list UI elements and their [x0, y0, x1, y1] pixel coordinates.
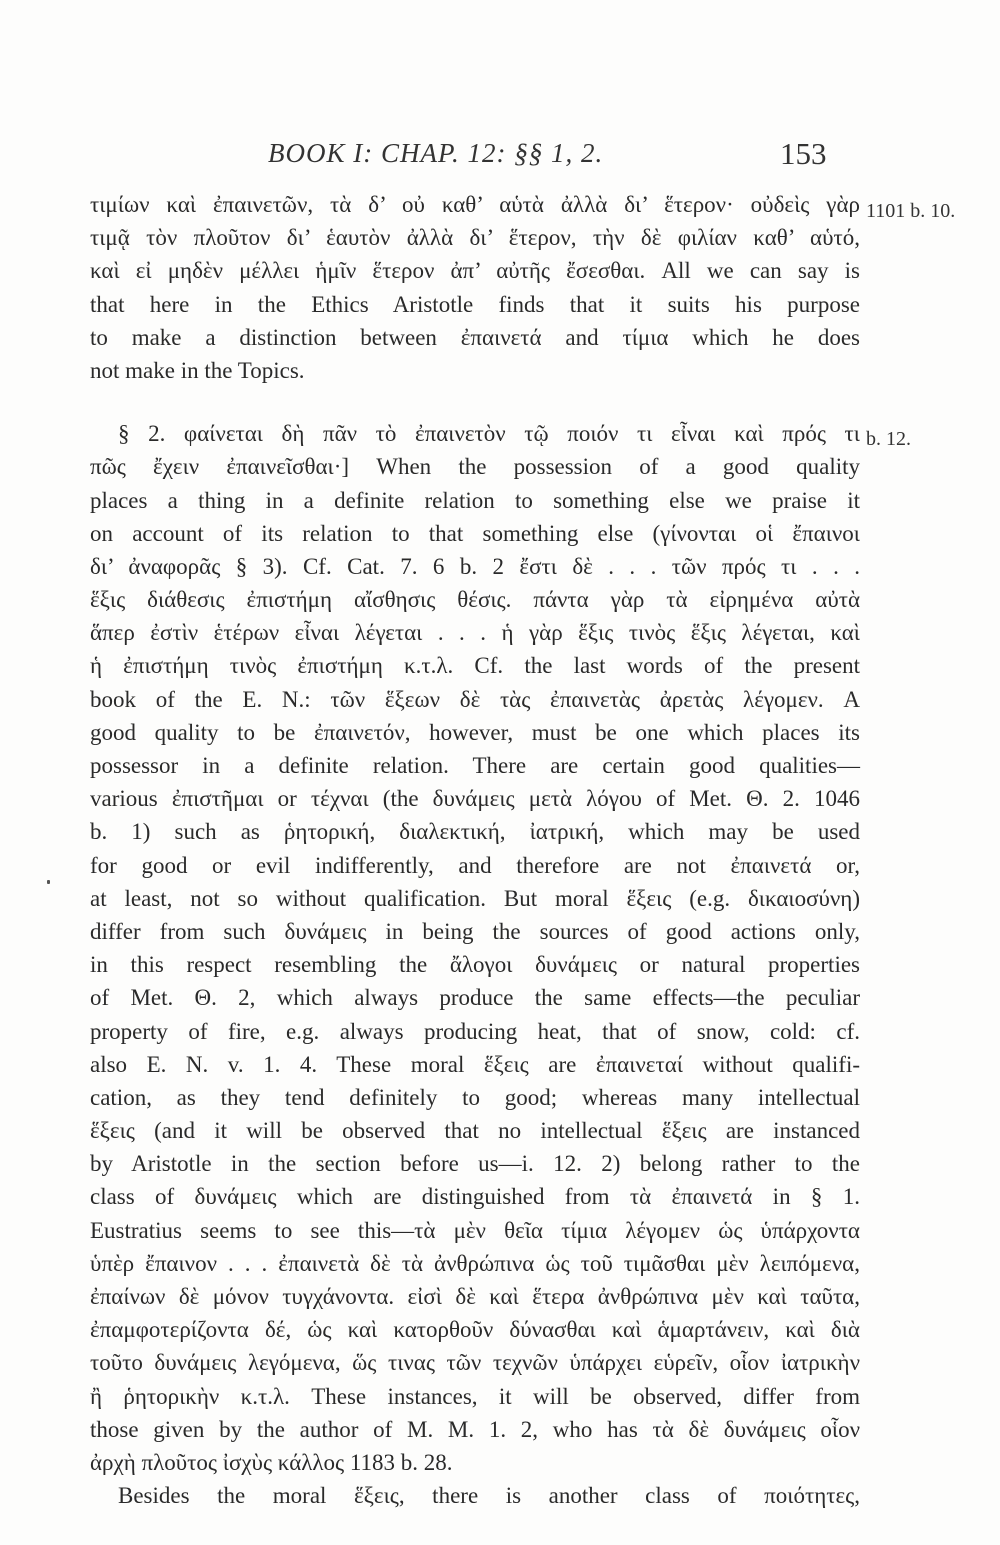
- text-line: on account of its relation to that something else (γίνονται οἱ ἔπαινοι: [90, 520, 860, 546]
- text-line: b. 1) such as ῥητορική, διαλεκτική, ἰατρική, which may be used: [90, 819, 860, 845]
- text-line: ἐπαίνων δὲ μόνον τυγχάνοντα. εἰσὶ δὲ καὶ ἕτερα ἀνθρώπινα μὲν καὶ ταῦτα,: [90, 1284, 860, 1309]
- text-line: also E. N. v. 1. 4. These moral ἕξεις are ἐπαινεταί without qualifi-: [90, 1051, 860, 1077]
- text-line: differ from such δυνάμεις in being the sources of good actions only,: [90, 918, 860, 944]
- margin-reference-b12: b. 12.: [866, 428, 911, 450]
- page-number: 153: [780, 136, 827, 171]
- text-line: to make a distinction between ἐπαινετά and τίμια which he does: [90, 324, 860, 350]
- text-line: καὶ εἰ μηδὲν μέλλει ἡμῖν ἕτερον ἀπ’ αὐτῆς ἔσεσθαι. All we can say is: [90, 258, 860, 284]
- paragraph-start-line: Besides the moral ἕξεις, there is another class of ποιότητες,: [118, 1483, 860, 1509]
- text-line: τιμᾷ τὸν πλοῦτον δι’ ἑαυτὸν ἀλλὰ δι’ ἕτερον, τὴν δὲ φιλίαν καθ’ αὑτό,: [90, 225, 860, 251]
- margin-reference-1101b10: 1101 b. 10.: [866, 200, 956, 222]
- text-line: property of fire, e.g. always producing heat, that of snow, cold: cf.: [90, 1018, 860, 1044]
- text-line: δι’ ἀναφορᾶς § 3). Cf. Cat. 7. 6 b. 2 ἔστι δὲ . . . τῶν πρός τι . . .: [90, 553, 860, 579]
- text-line: not make in the Topics.: [90, 357, 305, 383]
- text-line: good quality to be ἐπαινετόν, however, must be one which places its: [90, 719, 860, 745]
- text-line: ἢ ῥητορικὴν κ.τ.λ. These instances, it will be observed, differ from: [90, 1383, 860, 1409]
- text-line: cation, as they tend definitely to good; whereas many intellectual: [90, 1084, 860, 1110]
- text-line: that here in the Ethics Aristotle finds that it suits his purpose: [90, 291, 860, 317]
- text-line: places a thing in a definite relation to something else we praise it: [90, 487, 860, 513]
- text-line: ὑπὲρ ἔπαινον . . . ἐπαινετὰ δὲ τὰ ἀνθρώπινα ὡς τοῦ τιμᾶσθαι μὲν λειπόμενα,: [90, 1250, 860, 1276]
- text-line: Eustratius seems to see this—τὰ μὲν θεῖα τίμια λέγομεν ὡς ὑπάρχοντα: [90, 1217, 860, 1243]
- text-line: ἐπαμφοτερίζοντα δέ, ὡς καὶ κατορθοῦν δύνασθαι καὶ ἁμαρτάνειν, καὶ διὰ: [90, 1317, 860, 1343]
- text-line: τιμίων καὶ ἐπαινετῶν, τὰ δ’ οὐ καθ’ αὑτὰ ἀλλὰ δι’ ἕτερον· οὐδεὶς γὰρ: [90, 192, 860, 217]
- text-line: various ἐπιστῆμαι or τέχναι (the δυνάμεις μετὰ λόγου of Met. Θ. 2. 1046: [90, 786, 860, 812]
- text-line: ἀρχὴ πλοῦτος ἰσχὺς κάλλος 1183 b. 28.: [90, 1449, 453, 1475]
- ink-speck: [47, 880, 50, 884]
- text-line: ἅπερ ἐστὶν ἑτέρων εἶναι λέγεται . . . ἡ γὰρ ἕξις τινὸς ἕξις λέγεται, καὶ: [90, 620, 860, 646]
- text-line: by Aristotle in the section before us—i. 12. 2) belong rather to the: [90, 1151, 860, 1177]
- text-line: in this respect resembling the ἄλογοι δυνάμεις or natural properties: [90, 952, 860, 978]
- text-line: class of δυνάμεις which are distinguished from τὰ ἐπαινετά in § 1.: [90, 1184, 860, 1210]
- text-line: πῶς ἔχειν ἐπαινεῖσθαι·] When the possession of a good quality: [90, 454, 860, 480]
- text-line: at least, not so without qualification. But moral ἕξεις (e.g. δικαιοσύνη): [90, 885, 860, 911]
- text-line: of Met. Θ. 2, which always produce the same effects—the peculiar: [90, 985, 860, 1011]
- text-line: for good or evil indifferently, and therefore are not ἐπαινετά or,: [90, 852, 860, 878]
- text-line: ἕξις διάθεσις ἐπιστήμη αἴσθησις θέσις. πάντα γὰρ τὰ εἰρημένα αὐτὰ: [90, 587, 860, 613]
- text-line: possessor in a definite relation. There are certain good qualities—: [90, 753, 860, 778]
- section-heading-line: § 2. φαίνεται δὴ πᾶν τὸ ἐπαινετὸν τῷ ποιόν τι εἶναι καὶ πρός τι: [118, 421, 860, 447]
- text-line: τοῦτο δυνάμεις λεγόμενα, ὥς τινας τῶν τεχνῶν ὑπάρχει εὑρεῖν, οἷον ἰατρικὴν: [90, 1350, 860, 1376]
- text-line: ἡ ἐπιστήμη τινὸς ἐπιστήμη κ.τ.λ. Cf. the last words of the present: [90, 653, 860, 679]
- text-line: those given by the author of M. M. 1. 2, who has τὰ δὲ δυνάμεις οἷον: [90, 1416, 860, 1442]
- running-head: BOOK I: CHAP. 12: §§ 1, 2.: [268, 138, 604, 168]
- text-line: book of the E. N.: τῶν ἕξεων δὲ τὰς ἐπαινετὰς ἀρετὰς λέγομεν. A: [90, 686, 860, 712]
- text-line: ἕξεις (and it will be observed that no intellectual ἕξεις are instanced: [90, 1118, 860, 1144]
- body-text: [90, 188, 860, 1512]
